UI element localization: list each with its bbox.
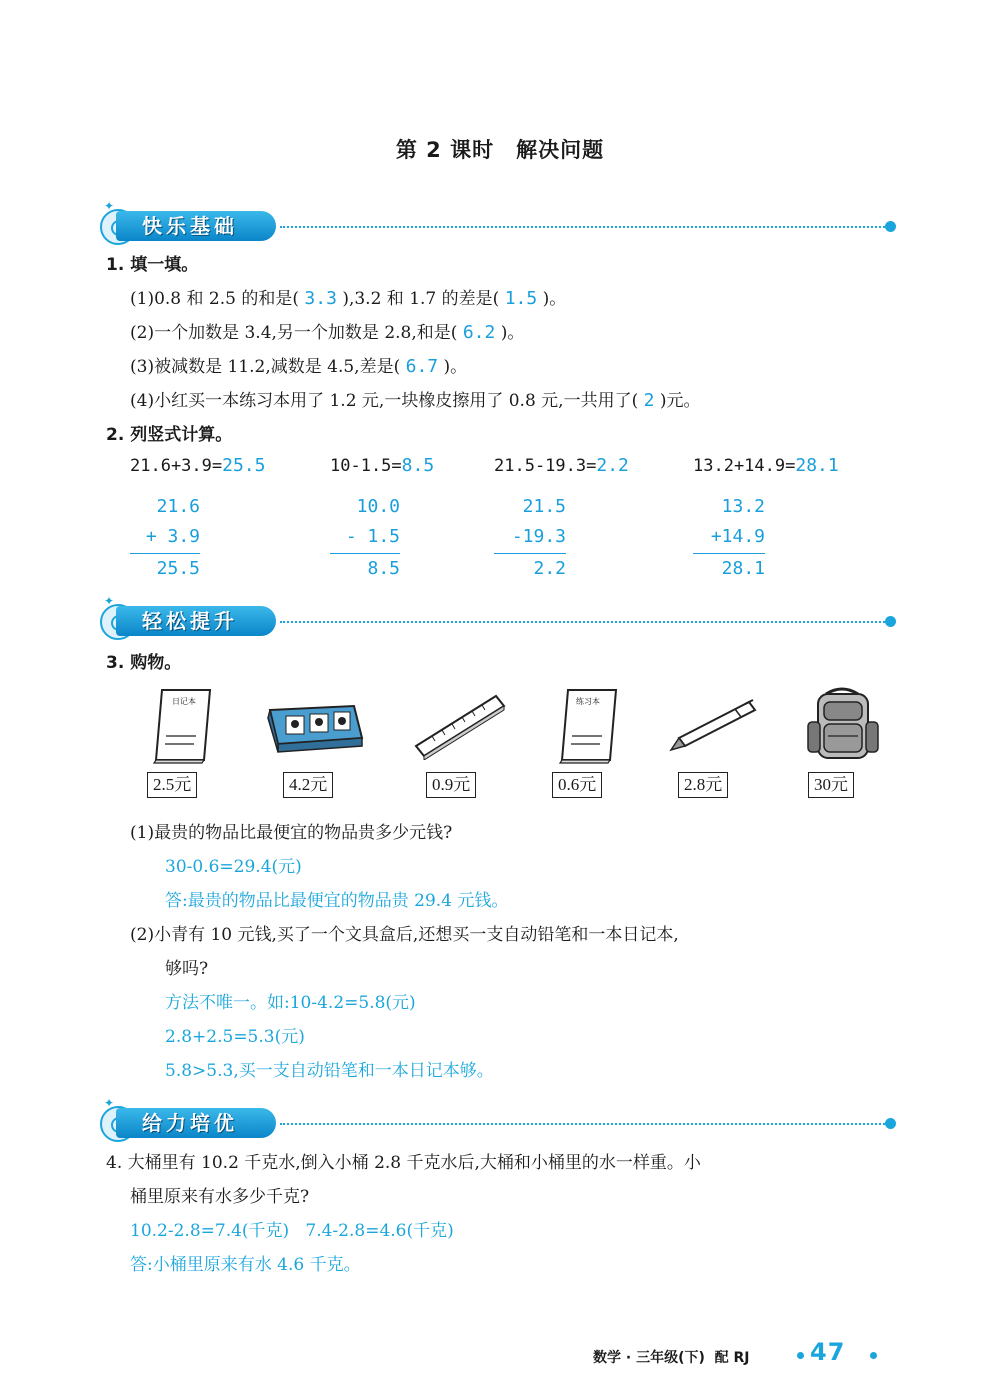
price-exercise-book: 0.6元 — [552, 772, 602, 798]
q3-part-2-answer: 5.8>5.3,买一支自动铅笔和一本日记本够。 — [165, 1061, 494, 1081]
price-ruler: 0.9元 — [426, 772, 476, 798]
q1-part-4-text: (4)小红买一本练习本用了 1.2 元,一块橡皮擦用了 0.8 元,一共用了( — [130, 391, 639, 411]
q1-part-2 — [130, 318, 524, 343]
vertical-calc-4 — [693, 492, 765, 584]
vertical-calc-1-result: 25.5 — [156, 558, 200, 579]
section-title: 给力培优 — [116, 1108, 276, 1138]
equation-2-expr: 10-1.5= — [330, 456, 402, 476]
page-dot-right — [870, 1352, 877, 1359]
q3-part-1-question: (1)最贵的物品比最便宜的物品贵多少元钱? — [130, 823, 453, 843]
q4-solution: 10.2-2.8=7.4(千克) 7.4-2.8=4.6(千克) — [130, 1221, 454, 1241]
section-banner-improve — [100, 594, 900, 640]
equation-3-expr: 21.5-19.3= — [494, 456, 597, 476]
vertical-calc-3 — [494, 492, 566, 584]
q1-part-1-answer-2: 1.5 — [504, 288, 538, 309]
dotted-divider — [280, 226, 888, 228]
equation-3 — [494, 455, 629, 476]
section-banner-basic — [100, 199, 900, 245]
price-diary-book: 2.5元 — [147, 772, 197, 798]
diary-book-icon — [128, 686, 238, 764]
q1-part-4-text-end: )元。 — [659, 391, 701, 411]
vertical-calc-2-top: 10.0 — [356, 496, 400, 517]
q3-part-2-question-line-1: (2)小青有 10 元钱,买了一个文具盒后,还想买一支自动铅笔和一本日记本, — [130, 925, 679, 945]
price-pencil-box: 4.2元 — [283, 772, 333, 798]
vertical-calc-2-result: 8.5 — [367, 558, 400, 579]
lesson-name: 解决问题 — [516, 138, 605, 162]
vertical-calc-1-operand: + 3.9 — [145, 526, 200, 547]
lesson-number: 第 2 课时 — [395, 138, 495, 162]
page-number: 47 — [810, 1338, 846, 1366]
q1-part-2-answer: 6.2 — [462, 322, 496, 343]
q3-part-2-solution-1: 方法不唯一。如:10-4.2=5.8(元) — [165, 993, 416, 1013]
page-dot-left — [797, 1352, 804, 1359]
equation-1-answer: 25.5 — [222, 455, 266, 476]
vertical-calc-3-operand: -19.3 — [511, 526, 566, 547]
q1-part-3-text: (3)被减数是 11.2,减数是 4.5,差是( — [130, 357, 401, 377]
vertical-calc-2-operand: - 1.5 — [345, 526, 400, 547]
q1-part-1-text-mid: ),3.2 和 1.7 的差是( — [342, 289, 500, 309]
page-title — [0, 134, 1000, 164]
q1-part-1-text: (1)0.8 和 2.5 的和是( — [130, 289, 299, 309]
q1-part-1 — [130, 284, 566, 309]
section-banner-advanced — [100, 1096, 900, 1142]
q1-part-1-answer-1: 3.3 — [304, 288, 337, 309]
q1-part-2-text-end: )。 — [500, 323, 525, 343]
divider-end-dot — [885, 1118, 896, 1129]
q1-part-3 — [130, 352, 467, 377]
q3-part-2-question-line-2: 够吗? — [165, 959, 209, 979]
equation-4-expr: 13.2+14.9= — [693, 456, 796, 476]
vertical-calc-2 — [330, 492, 400, 584]
vertical-calc-3-top: 21.5 — [522, 496, 566, 517]
question-2-heading: 2. 列竖式计算。 — [106, 425, 233, 445]
sparkle-icon: ✦ — [104, 1096, 115, 1110]
ruler-icon — [405, 690, 515, 760]
divider-end-dot — [885, 616, 896, 627]
sparkle-icon: ✦ — [104, 199, 115, 213]
sparkle-icon: ✦ — [104, 594, 115, 608]
footer-book-info: 数学 · 三年级(下) 配 RJ — [593, 1350, 750, 1366]
q1-part-3-text-end: )。 — [443, 357, 468, 377]
vertical-calc-4-top: 13.2 — [721, 496, 765, 517]
equation-4-answer: 28.1 — [795, 455, 839, 476]
vertical-calc-4-operand: +14.9 — [710, 526, 765, 547]
section-title: 快乐基础 — [116, 211, 276, 241]
section-title: 轻松提升 — [116, 606, 276, 636]
vertical-calc-1 — [130, 492, 200, 584]
vertical-calc-3-result: 2.2 — [533, 558, 566, 579]
q1-part-3-answer: 6.7 — [405, 356, 439, 377]
vertical-calc-1-top: 21.6 — [156, 496, 200, 517]
exercise-book-icon — [534, 686, 644, 764]
q3-part-1-solution: 30-0.6=29.4(元) — [165, 857, 302, 877]
mechanical-pencil-icon — [658, 696, 768, 752]
price-backpack: 30元 — [808, 772, 854, 798]
question-4-line-1: 4. 大桶里有 10.2 千克水,倒入小桶 2.8 千克水后,大桶和小桶里的水一样重。小 — [106, 1153, 701, 1173]
divider-end-dot — [885, 221, 896, 232]
backpack-icon — [787, 686, 897, 762]
price-mechanical-pencil: 2.8元 — [678, 772, 728, 798]
question-1-heading: 1. 填一填。 — [106, 255, 199, 275]
q3-part-2-solution-2: 2.8+2.5=5.3(元) — [165, 1027, 305, 1047]
equation-2-answer: 8.5 — [401, 455, 435, 476]
question-3-heading: 3. 购物。 — [106, 653, 182, 673]
q1-part-4 — [130, 386, 701, 411]
equation-2 — [330, 455, 434, 476]
equation-3-answer: 2.2 — [596, 455, 629, 476]
question-4-line-2: 桶里原来有水多少千克? — [130, 1187, 310, 1207]
exercise-book-label: 练习本 — [576, 697, 600, 706]
diary-book-label: 日记本 — [172, 697, 196, 706]
dotted-divider — [280, 1123, 888, 1125]
equation-1-expr: 21.6+3.9= — [130, 456, 223, 476]
q1-part-2-text: (2)一个加数是 3.4,另一个加数是 2.8,和是( — [130, 323, 458, 343]
q4-answer: 答:小桶里原来有水 4.6 千克。 — [130, 1255, 361, 1275]
equation-1 — [130, 455, 265, 476]
q1-part-1-text-end: )。 — [542, 289, 567, 309]
q1-part-4-answer: 2 — [643, 390, 655, 411]
q3-part-1-answer: 答:最贵的物品比最便宜的物品贵 29.4 元钱。 — [165, 891, 509, 911]
equation-4 — [693, 455, 839, 476]
vertical-calc-4-result: 28.1 — [721, 558, 765, 579]
dotted-divider — [280, 621, 888, 623]
pencil-box-icon — [258, 700, 368, 756]
